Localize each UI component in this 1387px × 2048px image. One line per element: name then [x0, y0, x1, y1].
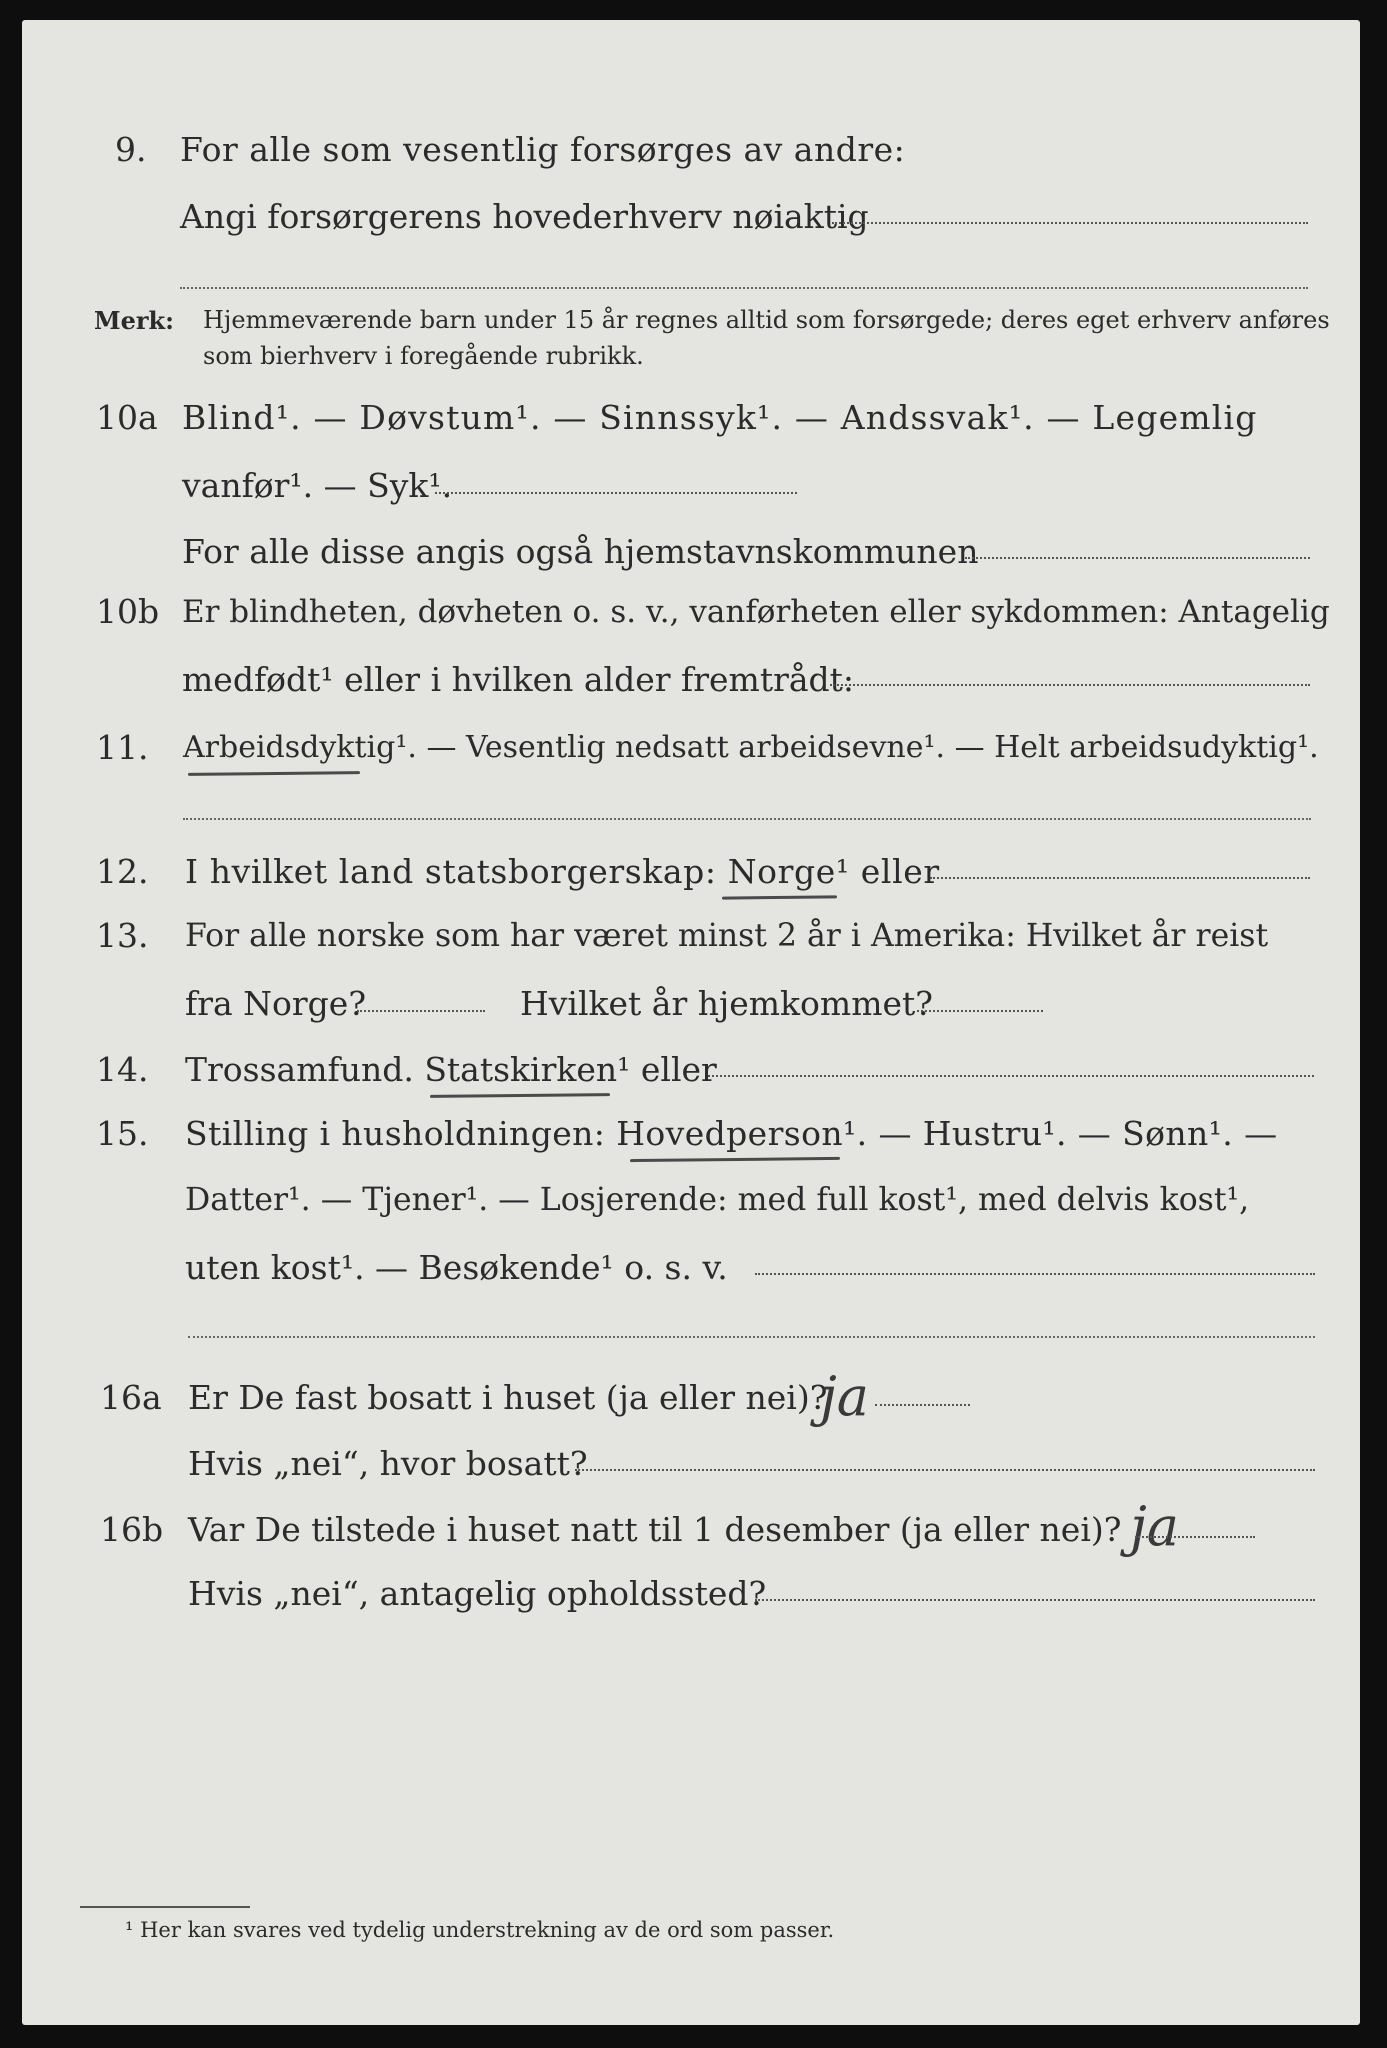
q11-number: 11. [96, 728, 149, 767]
q13-line2a: fra Norge? [185, 984, 367, 1023]
q16b-handwritten-answer: ja [1130, 1495, 1179, 1558]
q15-line1: Stilling i husholdningen: Hovedperson¹. — Hustru¹. — Sønn¹. — [185, 1114, 1278, 1153]
q11-extra-line[interactable] [183, 818, 1311, 820]
merk-label: Merk: [94, 306, 174, 335]
footnote-text: Her kan svares ved tydelig understrekning av de ord som passer. [140, 1918, 835, 1942]
q16a-line1: Er De fast bosatt i huset (ja eller nei)? [188, 1378, 828, 1417]
q12-number: 12. [96, 852, 149, 891]
q10b-line2: medfødt¹ eller i hvilken alder fremtrådt: [182, 660, 855, 699]
q16a-answer-field[interactable] [875, 1404, 970, 1406]
q15-answer-field[interactable] [755, 1273, 1315, 1275]
q9-line2: Angi forsørgerens hovederhverv nøiaktig [180, 197, 869, 236]
q13-returned-field[interactable] [917, 1010, 1043, 1012]
q10a-number: 10a [96, 398, 158, 437]
q10a-line1: Blind¹. — Døvstum¹. — Sinnssyk¹. — Andssvak¹. — Legemlig [182, 398, 1258, 437]
q9-line1: For alle som vesentlig forsørges av andre: [180, 130, 906, 169]
q12-answer-field[interactable] [930, 877, 1310, 879]
q10a-line3: For alle disse angis også hjemstavnskommunen [182, 532, 979, 571]
q9-answer-field[interactable] [832, 222, 1308, 224]
q10a-hometown-field[interactable] [965, 557, 1310, 559]
q10a-answer-field[interactable] [435, 492, 797, 494]
footnote [125, 1918, 834, 1942]
q10b-line1: Er blindheten, døvheten o. s. v., vanførheten eller sykdommen: Antagelig [182, 594, 1330, 630]
q16b-residence-field[interactable] [755, 1599, 1315, 1601]
q14-number: 14. [96, 1050, 149, 1089]
q16a-number: 16a [100, 1378, 162, 1417]
q15-extra-line[interactable] [188, 1336, 1315, 1338]
q12-line1: I hvilket land statsborgerskap: Norge¹ eller [185, 852, 940, 891]
q16b-answer-field[interactable] [1135, 1536, 1255, 1538]
q16a-handwritten-answer: ja [820, 1365, 869, 1428]
q16a-line2: Hvis „nei“, hvor bosatt? [188, 1444, 588, 1483]
q10b-answer-field[interactable] [830, 684, 1310, 686]
q16b-line2: Hvis „nei“, antagelig opholdssted? [188, 1574, 767, 1613]
q9-extra-line[interactable] [180, 287, 1308, 289]
q16a-residence-field[interactable] [575, 1469, 1315, 1471]
q13-line2b: Hvilket år hjemkommet? [520, 984, 933, 1023]
q13-number: 13. [96, 916, 149, 955]
footnote-mark: ¹ [125, 1918, 134, 1942]
q14-answer-field[interactable] [708, 1075, 1314, 1077]
footnote-rule [80, 1906, 250, 1908]
q11-line1: Arbeidsdyktig¹. — Vesentlig nedsatt arbeidsevne¹. — Helt arbeidsudyktig¹. [183, 730, 1319, 765]
merk-text: Hjemmeværende barn under 15 år regnes alltid som forsørgede; deres eget erhverv anføres som bierhverv i foregående rubrikk. [203, 306, 1330, 370]
q16b-line1: Var De tilstede i huset natt til 1 desember (ja eller nei)? [188, 1510, 1122, 1549]
q9-number: 9. [115, 130, 147, 169]
q10a-line2: vanfør¹. — Syk¹. [182, 466, 453, 505]
q15-number: 15. [96, 1114, 149, 1153]
q16b-number: 16b [100, 1510, 164, 1549]
q13-departed-field[interactable] [357, 1010, 485, 1012]
q14-line1: Trossamfund. Statskirken¹ eller [185, 1050, 717, 1089]
q10b-number: 10b [96, 592, 160, 631]
q15-line2: Datter¹. — Tjener¹. — Losjerende: med full kost¹, med delvis kost¹, [185, 1182, 1250, 1218]
q13-line1: For alle norske som har været minst 2 år i Amerika: Hvilket år reist [185, 918, 1269, 954]
q15-line3: uten kost¹. — Besøkende¹ o. s. v. [185, 1248, 728, 1287]
